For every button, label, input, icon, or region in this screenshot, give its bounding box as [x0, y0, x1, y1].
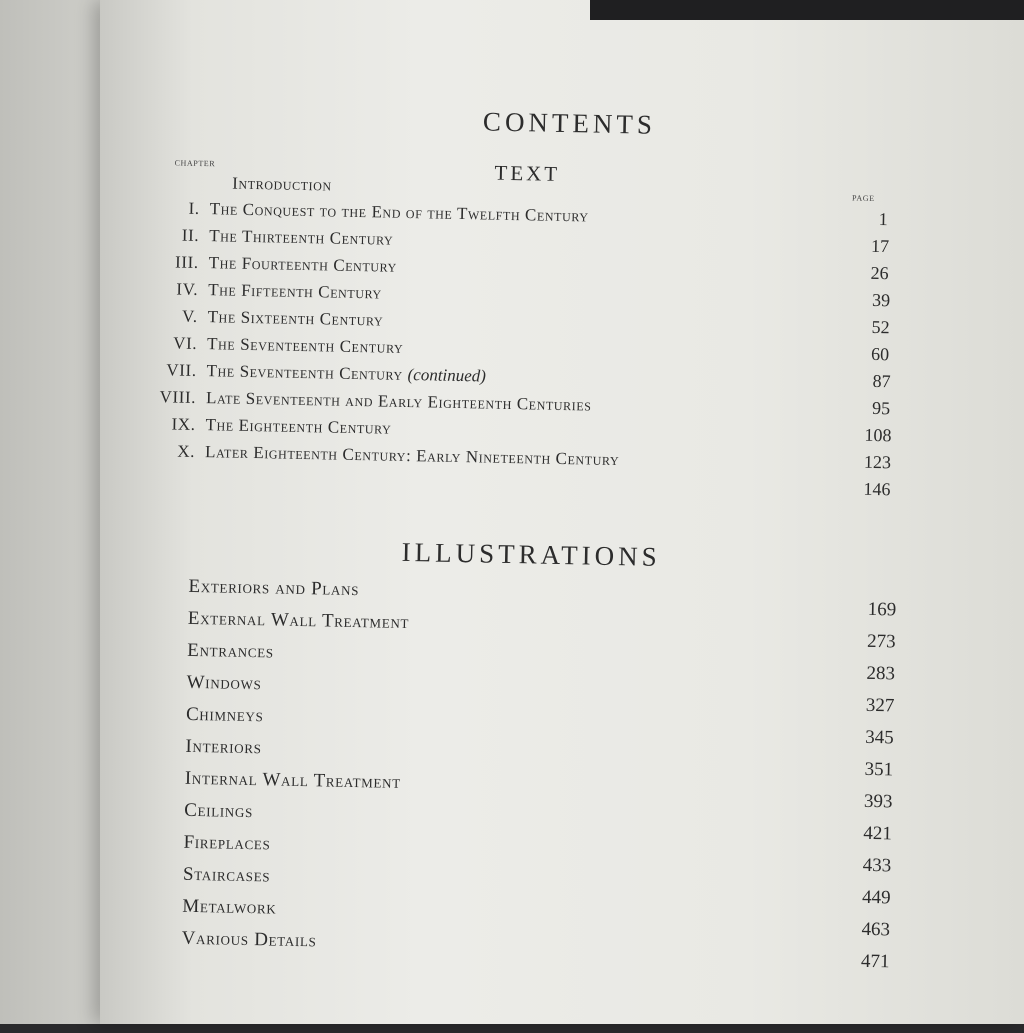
illustration-entry-title: External Wall Treatment: [187, 607, 410, 634]
chapter-title: The Sixteenth Century: [207, 307, 384, 330]
illustration-entry-title: Staircases: [182, 863, 271, 887]
chapter-title: The Conquest to the End of the Twelfth Century: [209, 199, 589, 226]
chapter-entry-2: [141, 225, 393, 250]
text-heading: TEXT: [494, 160, 561, 186]
illustration-entry-title: Fireplaces: [183, 831, 271, 855]
chapter-number: IX.: [171, 414, 196, 434]
illustration-entry-title: Interiors: [185, 735, 262, 759]
chapter-title: The Seventeenth Century: [206, 334, 404, 357]
chapter-label: CHAPTER: [174, 158, 216, 169]
contents-title: CONTENTS: [482, 106, 657, 140]
illustrations-heading: ILLUSTRATIONS: [401, 536, 661, 572]
chapter-number: II.: [181, 225, 200, 245]
book-page: [100, 0, 1024, 1024]
chapter-number: VIII.: [159, 387, 197, 407]
chapter-page-5: 52: [871, 316, 890, 338]
chapter-page-4: 39: [871, 289, 891, 311]
chapter-title: Late Seventeenth and Early Eighteenth Centuries: [205, 388, 592, 415]
extra-page-number: 146: [863, 478, 891, 500]
chapter-number: X.: [177, 441, 196, 461]
chapter-entry-1: [142, 198, 589, 227]
illustration-entry-page: 273: [866, 630, 896, 653]
illustration-entry-page: 421: [863, 822, 893, 845]
illustration-entry-page: 283: [866, 662, 896, 685]
contents-page-content: [90, 0, 1024, 1033]
illustration-entry-page: 169: [867, 598, 897, 621]
chapter-entry-8: [138, 387, 592, 416]
chapter-entry-10: [137, 441, 619, 470]
chapter-number: VI.: [172, 333, 198, 353]
chapter-number: V.: [181, 306, 198, 326]
chapter-entry-9: [137, 414, 391, 439]
illustration-entry-page: 351: [864, 758, 894, 781]
illustration-entry-title: Internal Wall Treatment: [184, 767, 402, 793]
chapter-entry-3: [141, 252, 397, 277]
illustration-entry-page: 327: [865, 694, 895, 717]
illustration-entry-page: 463: [861, 918, 891, 941]
illustration-entry-title: Entrances: [187, 639, 274, 663]
illustration-entry-title: Various Details: [181, 927, 317, 952]
chapter-title: The Thirteenth Century: [209, 226, 394, 249]
illustration-entry-title: Chimneys: [185, 703, 264, 727]
chapter-number: III.: [174, 252, 199, 272]
chapter-number: VII.: [166, 360, 197, 380]
chapter-page-10: 123: [863, 451, 892, 473]
chapter-page-9: 108: [864, 424, 892, 446]
illustration-entry-title: Ceilings: [184, 799, 254, 823]
chapter-page-7: 87: [872, 370, 891, 392]
chapter-page-1: 1: [878, 209, 888, 230]
illustration-entry-page: 345: [865, 726, 894, 749]
illustration-entry-page: 471: [860, 950, 890, 973]
illustration-entry-page: 393: [863, 790, 893, 813]
chapter-title: The Fourteenth Century: [208, 253, 398, 276]
chapter-title: Later Eighteenth Century: Early Nineteenth Century: [204, 442, 620, 470]
background-gap: [590, 0, 1024, 20]
chapter-entry-6: [139, 333, 403, 358]
chapter-title: Introduction: [232, 173, 332, 195]
page-label: PAGE: [851, 193, 875, 203]
chapter-page-8: 95: [871, 397, 891, 419]
illustration-entry-page: 449: [861, 886, 891, 909]
illustration-entry-title: Windows: [186, 671, 262, 695]
chapter-number: I.: [188, 198, 200, 218]
chapter-number: IV.: [176, 279, 199, 299]
chapter-title: The Fifteenth Century: [208, 280, 382, 303]
chapter-page-6: 60: [870, 343, 890, 365]
illustration-entry-title: Exteriors and Plans: [188, 575, 360, 601]
chapter-title: The Eighteenth Century: [205, 415, 392, 438]
illustration-entry-page: 433: [862, 854, 892, 877]
chapter-entry-5: [139, 306, 383, 331]
chapter-page-3: 26: [870, 262, 889, 284]
chapter-title-suffix: (continued): [407, 365, 487, 386]
chapter-entry-4: [140, 279, 382, 304]
chapter-entry-introduction: [232, 174, 332, 196]
chapter-title: The Seventeenth Century: [206, 361, 403, 384]
chapter-page-2: 17: [870, 235, 890, 257]
chapter-entry-7: [138, 360, 486, 387]
illustration-entry-title: Metalwork: [182, 895, 277, 919]
